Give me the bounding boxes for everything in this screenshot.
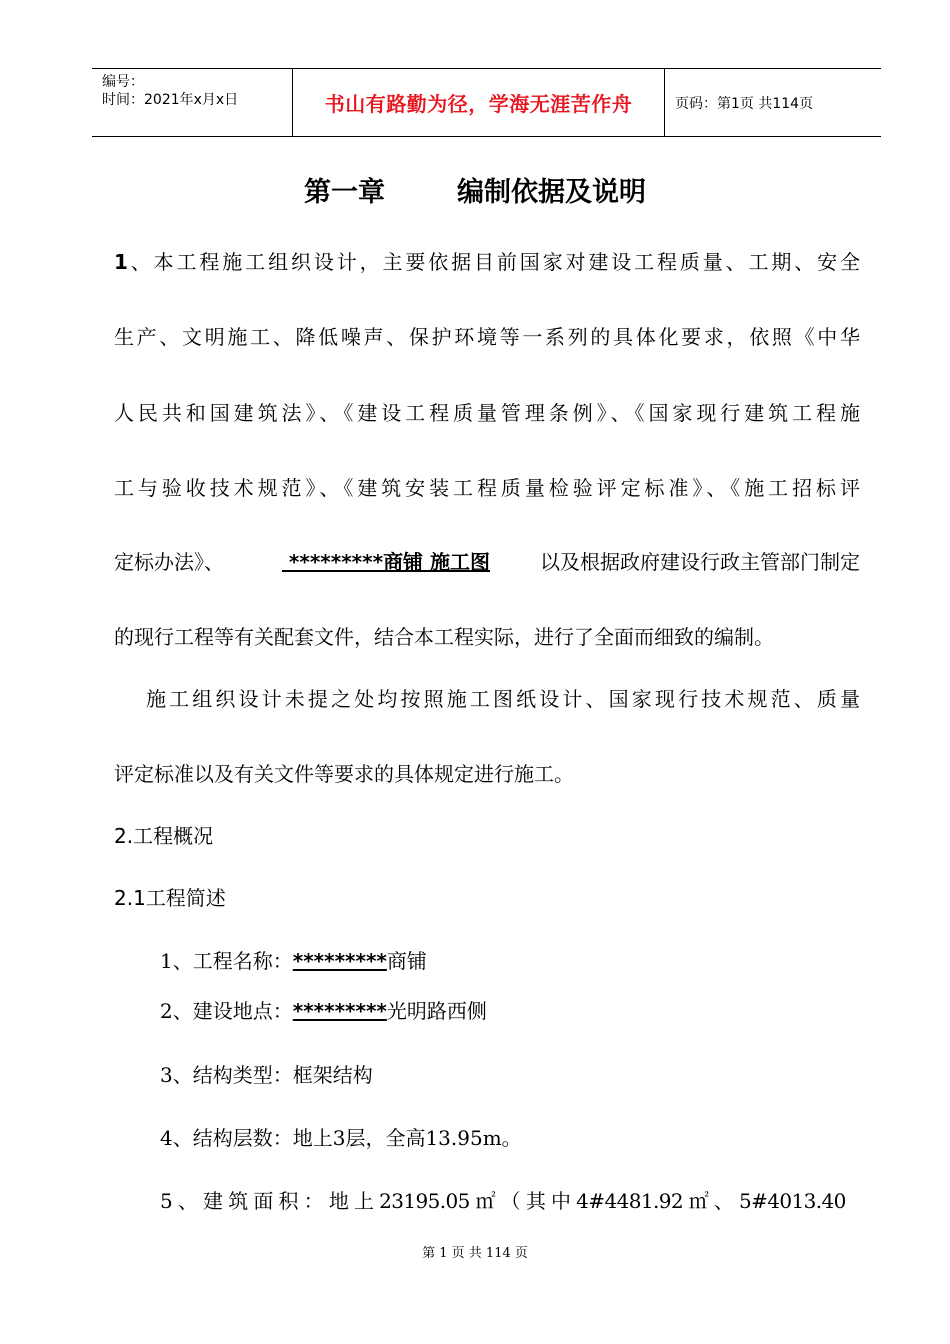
project-drawing-reference: *********商铺 施工图 (281, 550, 491, 574)
section21-title: 工程简述 (145, 886, 226, 910)
section1-line-5-pre: 定标办法》、 (114, 550, 224, 574)
section2-title: 工程概况 (133, 824, 214, 848)
header-motto: 书山有路勤为径，学海无涯苦作舟 (324, 92, 633, 116)
item-site-location-label: 2、建设地点： (160, 999, 293, 1023)
item-site-location (160, 995, 906, 1024)
header-motto-cell (293, 69, 665, 136)
section1-line-6: 的现行工程等有关配套文件，结合本工程实际，进行了全面而细致的编制。 (114, 625, 774, 649)
para2-line-1: 施工组织设计未提之处均按照施工图纸设计、国家现行技术规范、质量 (146, 687, 860, 711)
section2-heading (114, 820, 860, 849)
header-page-cell (665, 69, 881, 136)
section1-number: 1 (114, 250, 128, 274)
chapter-number: 第一章 (304, 177, 385, 208)
section21-number: 2.1 (114, 886, 146, 910)
header-page-info: 页码：第1页 共114页 (675, 95, 814, 112)
page-footer: 第 1 页 共 114 页 (422, 1246, 528, 1261)
section1-line-4: 工与验收技术规范》、《建筑安装工程质量检验评定标准》、《施工招标评 (114, 476, 860, 500)
chapter-heading (0, 170, 950, 209)
item-floor-count: 4、结构层数：地上3层，全高13.95m。 (160, 1126, 522, 1150)
item-building-area: 5 、 建 筑 面 积 ： 地 上 23195.05 ㎡ （ 其 中 4#4481.92 ㎡ 、 5#4013.40 (160, 1189, 846, 1213)
item-project-name-label: 1、工程名称： (160, 949, 293, 973)
page-header (92, 68, 881, 137)
section1-line-5 (114, 546, 860, 575)
section1-line-2: 生产、文明施工、降低噪声、保护环境等一系列的具体化要求，依照《中华 (114, 325, 860, 349)
section1-line-1-text: 、本工程施工组织设计，主要依据目前国家对建设工程质量、工期、安全 (127, 250, 860, 274)
document-number-label: 编号： (102, 74, 144, 90)
item-project-name (160, 945, 906, 974)
item-site-location-masked: ********* (292, 999, 387, 1023)
header-meta-cell (92, 69, 293, 136)
item-site-location-value: 光明路西侧 (386, 999, 487, 1023)
item-project-name-masked: ********* (292, 949, 387, 973)
section1-line-5-post: 以及根据政府建设行政主管部门制定 (540, 550, 860, 574)
item-structure-type: 3、结构类型：框架结构 (160, 1063, 373, 1087)
chapter-title: 编制依据及说明 (457, 177, 646, 208)
item-project-name-value: 商铺 (386, 949, 427, 973)
document-time-label: 时间：2021年x月x日 (102, 92, 239, 108)
section1-line-1 (114, 246, 860, 275)
section1-line-3: 人民共和国建筑法》、《建设工程质量管理条例》、《国家现行建筑工程施 (114, 401, 860, 425)
section21-heading (114, 882, 860, 911)
para2-line-2: 评定标准以及有关文件等要求的具体规定进行施工。 (114, 762, 574, 786)
section2-number: 2. (114, 824, 134, 848)
